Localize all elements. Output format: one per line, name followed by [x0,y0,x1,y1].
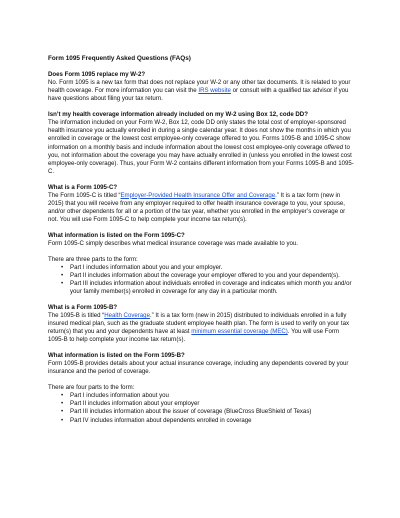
faq-document [48,55,354,432]
question-heading: Isn’t my health coverage information already included on my W-2 using Box 12, code DD? [48,111,308,119]
answer-text: Form 1095-C simply describes what medical insurance coverage was made available to you. [48,239,298,247]
faq-section-w2 [48,71,354,103]
answer-text-part: to you, not information about the coverage you may have actually enrolled in (unless you enrolled in the lowest cost employee-only coverage). Thus, your Form W-2 contains different information from your Forms 1095-B and 1095-C. [48,143,354,175]
list-item: • Part I includes information about you [61,392,354,400]
irs-website-link[interactable]: IRS website [198,87,231,95]
faq-section-box12 [48,111,354,176]
question-heading: What is a Form 1095-B? [48,304,118,312]
health-coverage-link[interactable]: Health Coverage [104,312,150,320]
answer-text-part: No. Form 1095 is a new tax form that does not replace your W-2 or any other tax documents. It is related to your health coverage. For more information you can visit the [48,79,351,95]
faq-section-1095c [48,184,354,224]
employer-provided-coverage-link[interactable]: Employer-Provided Health Insurance Offer and Coverage [120,191,276,199]
parts-list [48,392,354,424]
list-intro: There are four parts to the form: [48,384,135,392]
faq-section-1095b-info [48,352,354,424]
answer-text-part: .” It is a tax form (new in 2015) distributed to individuals enrolled in a fully insured medical plan, such as the graduate student employee health plan. The form is used to verify on your tax return(s) that you and your dependents have at least [48,312,350,336]
list-item: • Part IV includes information about dependents enrolled in coverage [61,417,354,425]
answer-text: Form 1095-B provides details about your actual insurance coverage, including any dependents covered by your insurance and the period of coverage. [48,360,349,376]
answer-text-part: The 1095-B is titled “ [48,312,105,320]
emphasis-text: offered [324,143,344,151]
list-intro: There are three parts to the form: [48,255,138,263]
answer-text-part: The information included on your Form W-2, Box 12, code DD only states the total cost of employer-sponsored health insurance you actually enrolled in during a single calendar year. It does not show the months in which you enrolled in coverage or the lowest cost employee-only coverage offered to you. Forms 1095-B and 1095-C show information on a monthly basis and include information about the lowest cost employee-only coverage [48,119,351,151]
list-item: • Part III includes information about the issuer of coverage (BlueCross BlueShield of Texas) [61,408,354,416]
faq-section-1095b [48,304,354,344]
faq-section-1095c-info [48,232,354,296]
question-heading: Does Form 1095 replace my W-2? [48,71,146,79]
list-item: • Part I includes information about you and your employer. [61,264,354,272]
answer-text-part: The Form 1095-C is titled “ [48,191,121,199]
answer-text-part: or consult with a qualified tax advisor if you have questions about filing your tax return. [48,87,349,103]
list-item: • Part II includes information about the coverage your employer offered to you and your dependent(s). [61,272,354,280]
answer-text [48,312,354,344]
answer-text-part: . You will use Form 1095-B to help complete your income tax return(s). [48,328,339,344]
page-title: Form 1095 Frequently Asked Questions (FAQs) [48,55,191,62]
answer-text [48,192,354,224]
list-item: • Part II includes information about your employer [61,400,354,408]
answer-text-part: .” It is a tax form (new in 2015) that you will receive from any employer required to offer health insurance coverage to you, your spouse, and/or other dependents for all or a portion of the tax year, whether you enrolled in the employer’s coverage or not. You will use Form 1095-C to help complete your income tax return(s). [48,191,346,223]
question-heading: What information is listed on the Form 1095-B? [48,352,185,360]
question-heading: What is a Form 1095-C? [48,183,118,191]
minimum-essential-coverage-link[interactable]: minimum essential coverage (MEC) [191,328,288,336]
answer-text [48,119,354,176]
list-item: • Part III includes information about individuals enrolled in coverage and indicates which month you and/or your family member(s) enrolled in coverage for any day in a particular month. [61,280,354,296]
parts-list [48,264,354,296]
answer-text [48,79,354,103]
question-heading: What information is listed on the Form 1095-C? [48,231,185,239]
